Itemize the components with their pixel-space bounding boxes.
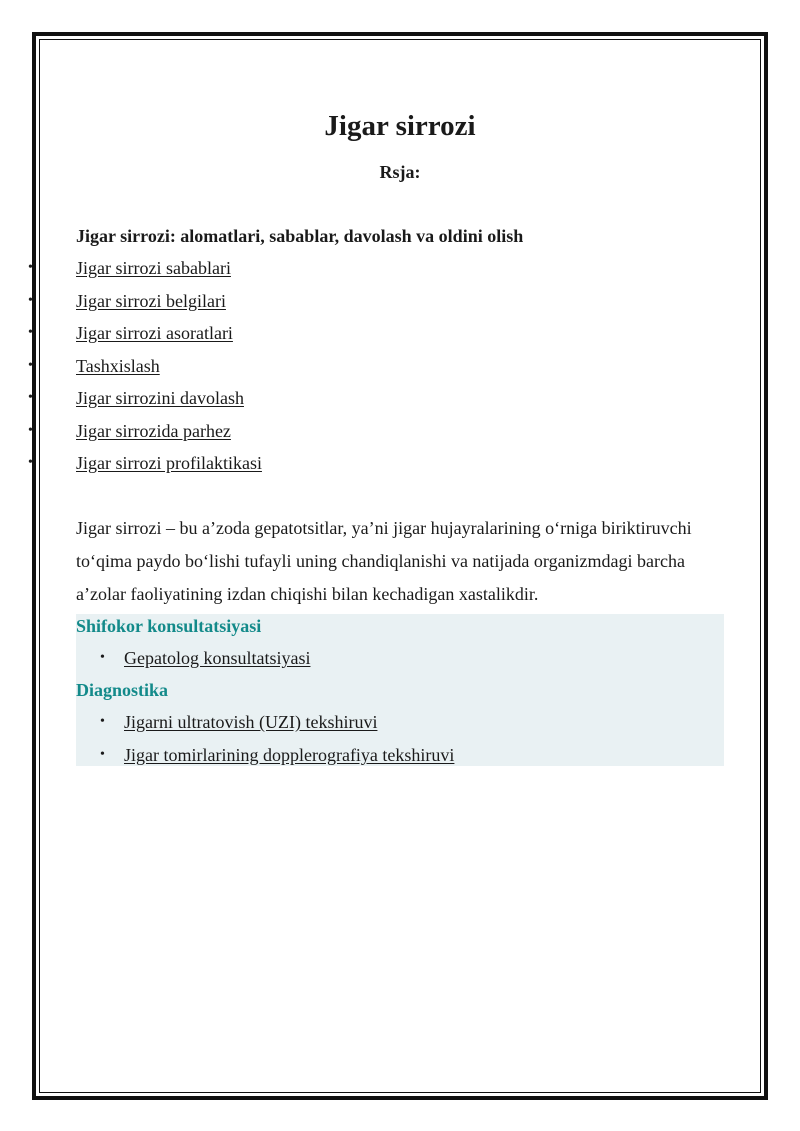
intro-paragraph [76, 512, 724, 611]
service-link-doppler[interactable]: Jigar tomirlarining dopplerografiya tekshiruvi [124, 745, 455, 765]
toc-link-profilaktikasi[interactable]: Jigar sirrozi profilaktikasi [76, 453, 262, 473]
paragraph-line: Jigar sirrozi – bu a’zoda gepatotsitlar, ya’ni jigar hujayralarining o‘rniga biriktiruvchi [76, 518, 692, 538]
toc-link-tashxislash[interactable]: Tashxislash [76, 355, 160, 376]
bullet-icon: • [28, 260, 33, 275]
document-title: Jigar sirrozi [324, 110, 476, 142]
bullet-icon: • [28, 357, 33, 373]
bullet-icon: • [100, 747, 105, 762]
toc-item [28, 385, 262, 418]
toc-item [28, 450, 262, 483]
bullet-icon: • [100, 714, 105, 729]
bullet-icon: • [100, 650, 105, 665]
service-link-uzi[interactable]: Jigarni ultratovish (UZI) tekshiruvi [124, 712, 378, 732]
bullet-icon: • [28, 390, 33, 405]
toc-link-belgilari[interactable]: Jigar sirrozi belgilari [76, 290, 226, 311]
paragraph-line: a’zolar faoliyatining izdan chiqishi bilan kechadigan xastalikdir. [76, 584, 539, 604]
toc-link-asoratlari[interactable]: Jigar sirrozi asoratlari [76, 323, 233, 343]
toc-item [28, 353, 262, 386]
bullet-icon: • [28, 455, 33, 470]
toc-list [28, 255, 262, 483]
paragraph-line: to‘qima paydo bo‘lishi tufayli uning chandiqlanishi va natijada organizmdagi barcha [76, 551, 686, 571]
service-item [100, 646, 311, 670]
toc-link-sabablari[interactable]: Jigar sirrozi sabablari [76, 258, 231, 278]
services-box [76, 614, 724, 766]
section-title-konsultatsiya: Shifokor konsultatsiyasi [76, 616, 262, 636]
document-subtitle: Rsja: [379, 162, 421, 182]
toc-item [28, 288, 262, 321]
bullet-icon: • [28, 422, 33, 438]
toc-item [28, 320, 262, 353]
toc-heading: Jigar sirrozi: alomatlari, sabablar, davolash va oldini olish [76, 226, 524, 246]
service-item [100, 743, 455, 767]
service-item [100, 710, 378, 734]
toc-link-parhez[interactable]: Jigar sirrozida parhez [76, 420, 231, 441]
section-title-diagnostika: Diagnostika [76, 680, 169, 700]
toc-link-davolash[interactable]: Jigar sirrozini davolash [76, 388, 244, 408]
toc-item [28, 418, 262, 451]
toc-item [28, 255, 262, 288]
service-link-gepatolog[interactable]: Gepatolog konsultatsiyasi [124, 648, 311, 668]
bullet-icon: • [28, 325, 33, 340]
bullet-icon: • [28, 292, 33, 308]
